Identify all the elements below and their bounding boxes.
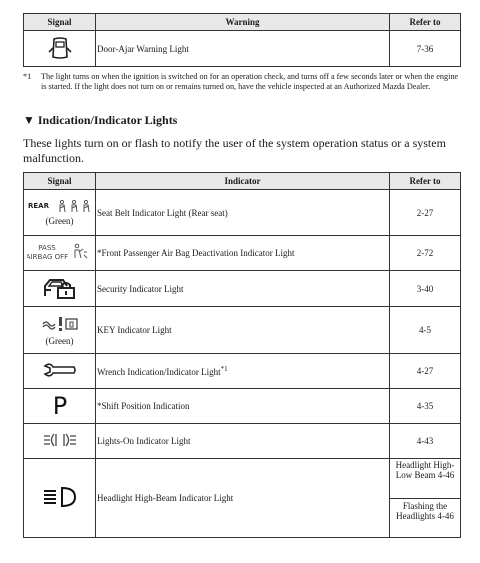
signal-cell	[24, 354, 96, 389]
warning-text: Door-Ajar Warning Light	[96, 31, 390, 67]
refer-high-low-beam: Headlight High-Low Beam 4-46	[395, 460, 455, 480]
refer-cell: 4-27	[390, 354, 461, 389]
refer-cell: 4-35	[390, 389, 461, 424]
refer-cell: 2-27	[390, 190, 461, 236]
refer-flashing-headlights: Flashing the Headlights 4-46	[390, 498, 460, 537]
table-row	[24, 190, 461, 236]
signal-cell	[24, 271, 96, 307]
high-beam-icon	[42, 486, 78, 510]
svg-text:AIRBAG OFF: AIRBAG OFF	[26, 253, 68, 261]
refer-cell: 4-43	[390, 424, 461, 459]
refer-cell: 3-40	[390, 271, 461, 307]
indicator-text	[96, 354, 390, 389]
footnote	[23, 72, 463, 92]
color-note: (Green)	[45, 335, 74, 346]
table-header-row	[24, 173, 461, 190]
footnote-mark: *1	[23, 72, 32, 81]
table-row	[24, 271, 461, 307]
indicator-text: *Shift Position Indication	[96, 389, 390, 424]
security-icon	[43, 276, 77, 302]
indicator-text: KEY Indicator Light	[96, 307, 390, 354]
signal-cell	[24, 190, 96, 236]
signal-cell	[24, 31, 96, 67]
header-signal: Signal	[24, 173, 96, 190]
table-row	[24, 236, 461, 271]
signal-cell	[24, 424, 96, 459]
refer-cell: 2-72	[390, 236, 461, 271]
header-indicator: Indicator	[96, 173, 390, 190]
signal-cell	[24, 459, 96, 538]
indicator-text: Security Indicator Light	[96, 271, 390, 307]
table-row	[24, 354, 461, 389]
key-icon	[40, 315, 80, 335]
wrench-icon	[43, 362, 77, 380]
signal-cell	[24, 389, 96, 424]
table-header-row	[24, 14, 461, 31]
table-row	[24, 389, 461, 424]
header-refer: Refer to	[390, 173, 461, 190]
indicator-table	[23, 172, 461, 538]
color-note: (Green)	[45, 216, 74, 226]
indicator-text: Headlight High-Beam Indicator Light	[96, 459, 390, 538]
svg-text:P: P	[52, 392, 67, 418]
section-intro: These lights turn on or flash to notify the user of the system operation status or a system malfunction.	[23, 136, 446, 165]
indicator-text-main: Wrench Indication/Indicator Light	[97, 367, 221, 377]
svg-text:PASS: PASS	[37, 244, 56, 252]
warning-table	[23, 13, 461, 67]
rear-seat-belt-icon	[27, 199, 93, 215]
footnote-ref: *1	[220, 365, 228, 373]
lights-on-icon	[43, 432, 77, 450]
section-heading: ▼ Indication/Indicator Lights	[23, 113, 178, 127]
table-row	[24, 459, 461, 538]
refer-cell: 7-36	[390, 31, 461, 67]
footnote-text: The light turns on when the ignition is switched on for an operation check, and turns off a few seconds later or when the engine is started. If the light does not turn on or remains turned on, have the vehicle inspected at an Authorized Mazda Dealer.	[41, 72, 459, 91]
indicator-text: Lights-On Indicator Light	[96, 424, 390, 459]
refer-cell: 4-5	[390, 307, 461, 354]
indicator-text: *Front Passenger Air Bag Deactivation Indicator Light	[96, 236, 390, 271]
header-signal: Signal	[24, 14, 96, 31]
signal-cell	[24, 307, 96, 354]
indicator-text: Seat Belt Indicator Light (Rear seat)	[96, 190, 390, 236]
rear-label: REAR	[27, 202, 49, 210]
shift-position-icon	[50, 392, 70, 420]
signal-cell	[24, 236, 96, 271]
header-refer: Refer to	[390, 14, 461, 31]
passenger-airbag-off-icon	[27, 242, 93, 264]
refer-cell	[390, 459, 461, 538]
table-row	[24, 307, 461, 354]
table-row	[24, 31, 461, 67]
table-row	[24, 424, 461, 459]
header-warning: Warning	[96, 14, 390, 31]
door-ajar-icon	[48, 36, 72, 62]
